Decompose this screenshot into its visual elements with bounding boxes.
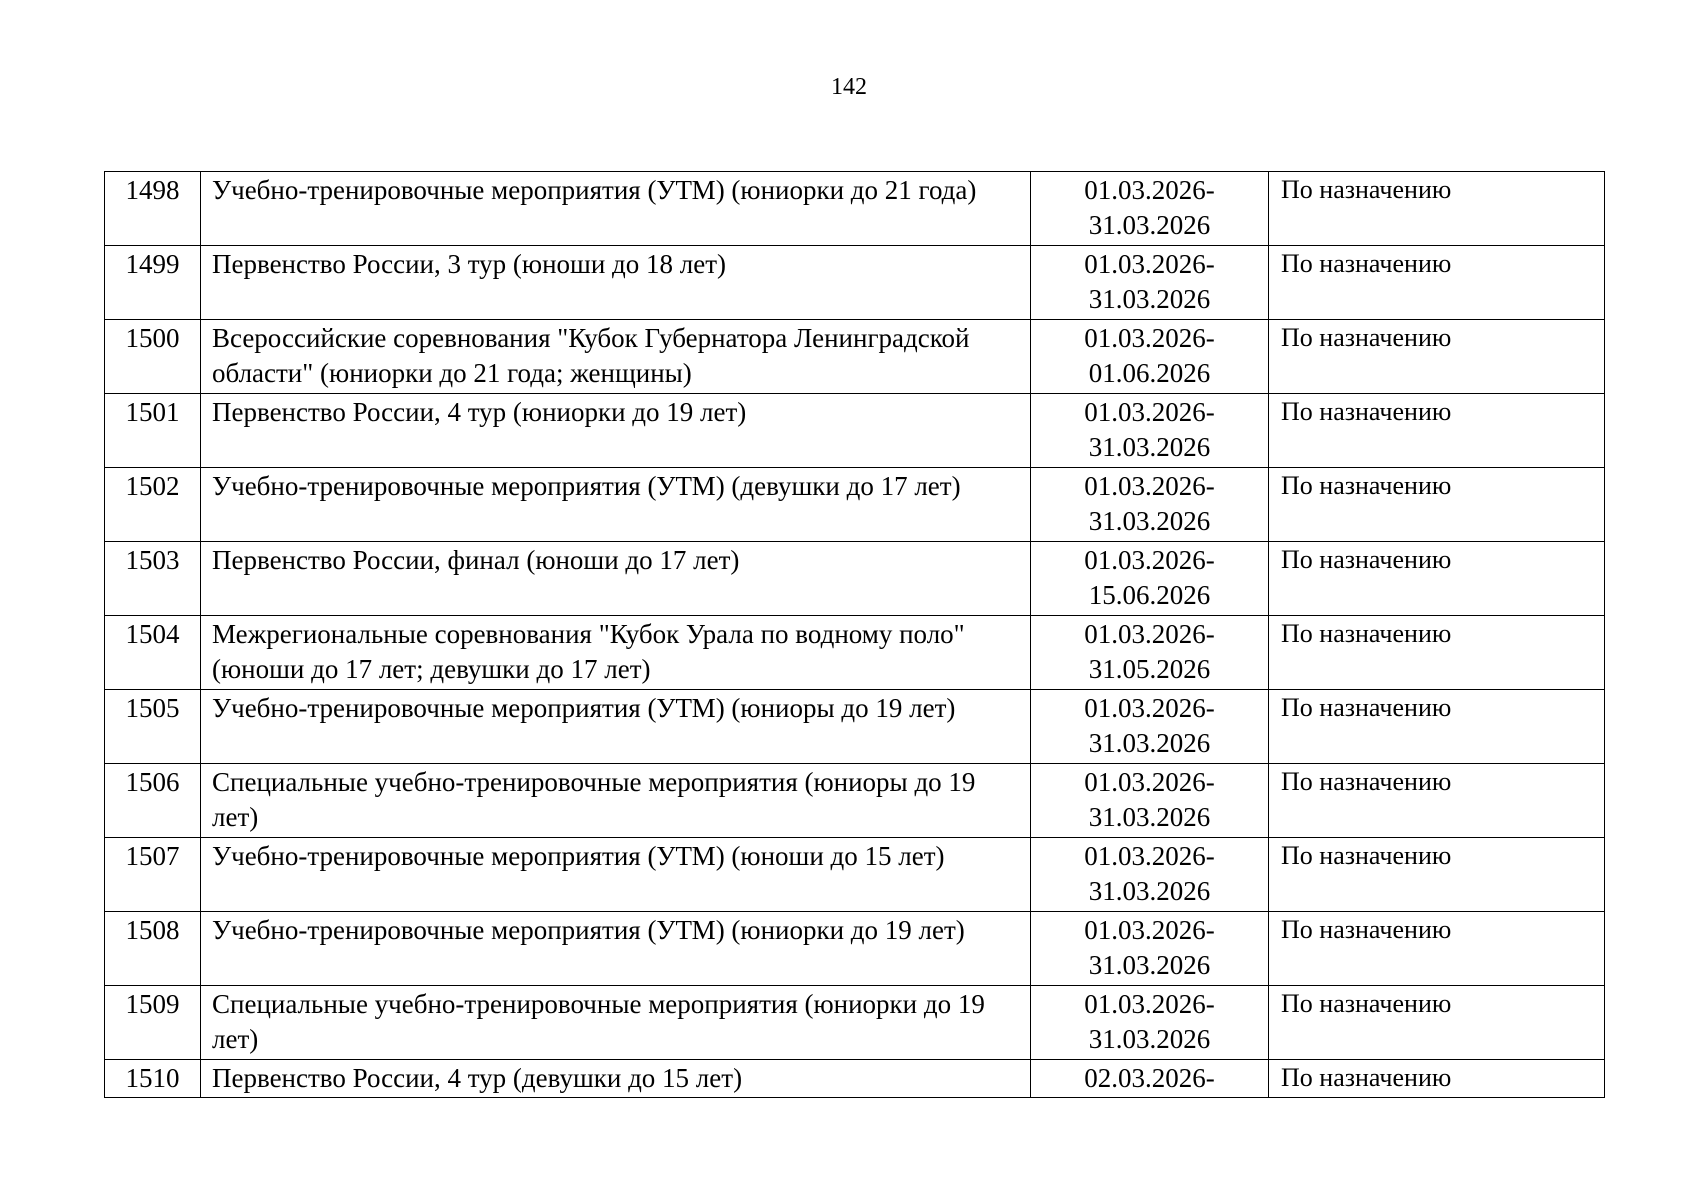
table-body xyxy=(105,172,1605,1098)
event-location: По назначению xyxy=(1269,542,1605,616)
event-dates: 01.03.2026- 31.03.2026 xyxy=(1031,172,1269,246)
event-name: Учебно-тренировочные мероприятия (УТМ) (юноши до 15 лет) xyxy=(201,838,1031,912)
page-number: 142 xyxy=(831,74,867,100)
event-dates: 01.03.2026- 31.03.2026 xyxy=(1031,838,1269,912)
event-dates: 01.03.2026- 31.03.2026 xyxy=(1031,394,1269,468)
event-location: По назначению xyxy=(1269,172,1605,246)
table-row xyxy=(105,838,1605,912)
event-location: По назначению xyxy=(1269,394,1605,468)
table-row xyxy=(105,542,1605,616)
table-row xyxy=(105,764,1605,838)
event-name: Первенство России, 4 тур (девушки до 15 лет) xyxy=(201,1060,1031,1098)
event-location: По назначению xyxy=(1269,616,1605,690)
row-number: 1503 xyxy=(105,542,201,616)
table-row xyxy=(105,912,1605,986)
event-dates: 01.03.2026- 01.06.2026 xyxy=(1031,320,1269,394)
row-number: 1501 xyxy=(105,394,201,468)
table-row xyxy=(105,468,1605,542)
table-row xyxy=(105,1060,1605,1098)
event-dates: 01.03.2026- 31.03.2026 xyxy=(1031,912,1269,986)
row-number: 1510 xyxy=(105,1060,201,1098)
event-name: Первенство России, 3 тур (юноши до 18 лет) xyxy=(201,246,1031,320)
row-number: 1507 xyxy=(105,838,201,912)
row-number: 1504 xyxy=(105,616,201,690)
event-location: По назначению xyxy=(1269,468,1605,542)
event-name: Учебно-тренировочные мероприятия (УТМ) (юниорки до 19 лет) xyxy=(201,912,1031,986)
table-row xyxy=(105,690,1605,764)
event-location: По назначению xyxy=(1269,690,1605,764)
event-location: По назначению xyxy=(1269,320,1605,394)
event-name: Учебно-тренировочные мероприятия (УТМ) (юниоры до 19 лет) xyxy=(201,690,1031,764)
event-name: Учебно-тренировочные мероприятия (УТМ) (юниорки до 21 года) xyxy=(201,172,1031,246)
table-row xyxy=(105,246,1605,320)
event-dates: 01.03.2026- 31.03.2026 xyxy=(1031,690,1269,764)
event-dates: 02.03.2026- xyxy=(1031,1060,1269,1098)
row-number: 1508 xyxy=(105,912,201,986)
event-dates: 01.03.2026- 31.05.2026 xyxy=(1031,616,1269,690)
event-dates: 01.03.2026- 31.03.2026 xyxy=(1031,764,1269,838)
event-name: Всероссийские соревнования "Кубок Губернатора Ленинградской области" (юниорки до 21 года; женщины) xyxy=(201,320,1031,394)
table-row xyxy=(105,986,1605,1060)
table-row xyxy=(105,320,1605,394)
table-row xyxy=(105,616,1605,690)
event-name: Специальные учебно-тренировочные мероприятия (юниорки до 19 лет) xyxy=(201,986,1031,1060)
table-row xyxy=(105,394,1605,468)
event-name: Первенство России, 4 тур (юниорки до 19 лет) xyxy=(201,394,1031,468)
event-dates: 01.03.2026- 31.03.2026 xyxy=(1031,468,1269,542)
row-number: 1505 xyxy=(105,690,201,764)
row-number: 1500 xyxy=(105,320,201,394)
event-name: Учебно-тренировочные мероприятия (УТМ) (девушки до 17 лет) xyxy=(201,468,1031,542)
event-name: Первенство России, финал (юноши до 17 лет) xyxy=(201,542,1031,616)
row-number: 1498 xyxy=(105,172,201,246)
row-number: 1499 xyxy=(105,246,201,320)
row-number: 1509 xyxy=(105,986,201,1060)
event-location: По назначению xyxy=(1269,912,1605,986)
event-location: По назначению xyxy=(1269,1060,1605,1098)
event-dates: 01.03.2026- 15.06.2026 xyxy=(1031,542,1269,616)
event-location: По назначению xyxy=(1269,764,1605,838)
event-location: По назначению xyxy=(1269,246,1605,320)
event-location: По назначению xyxy=(1269,838,1605,912)
event-dates: 01.03.2026- 31.03.2026 xyxy=(1031,986,1269,1060)
schedule-table xyxy=(104,171,1605,1098)
row-number: 1502 xyxy=(105,468,201,542)
event-name: Межрегиональные соревнования "Кубок Урала по водному поло" (юноши до 17 лет; девушки до 17 лет) xyxy=(201,616,1031,690)
event-location: По назначению xyxy=(1269,986,1605,1060)
table-row xyxy=(105,172,1605,246)
event-dates: 01.03.2026- 31.03.2026 xyxy=(1031,246,1269,320)
event-name: Специальные учебно-тренировочные мероприятия (юниоры до 19 лет) xyxy=(201,764,1031,838)
row-number: 1506 xyxy=(105,764,201,838)
